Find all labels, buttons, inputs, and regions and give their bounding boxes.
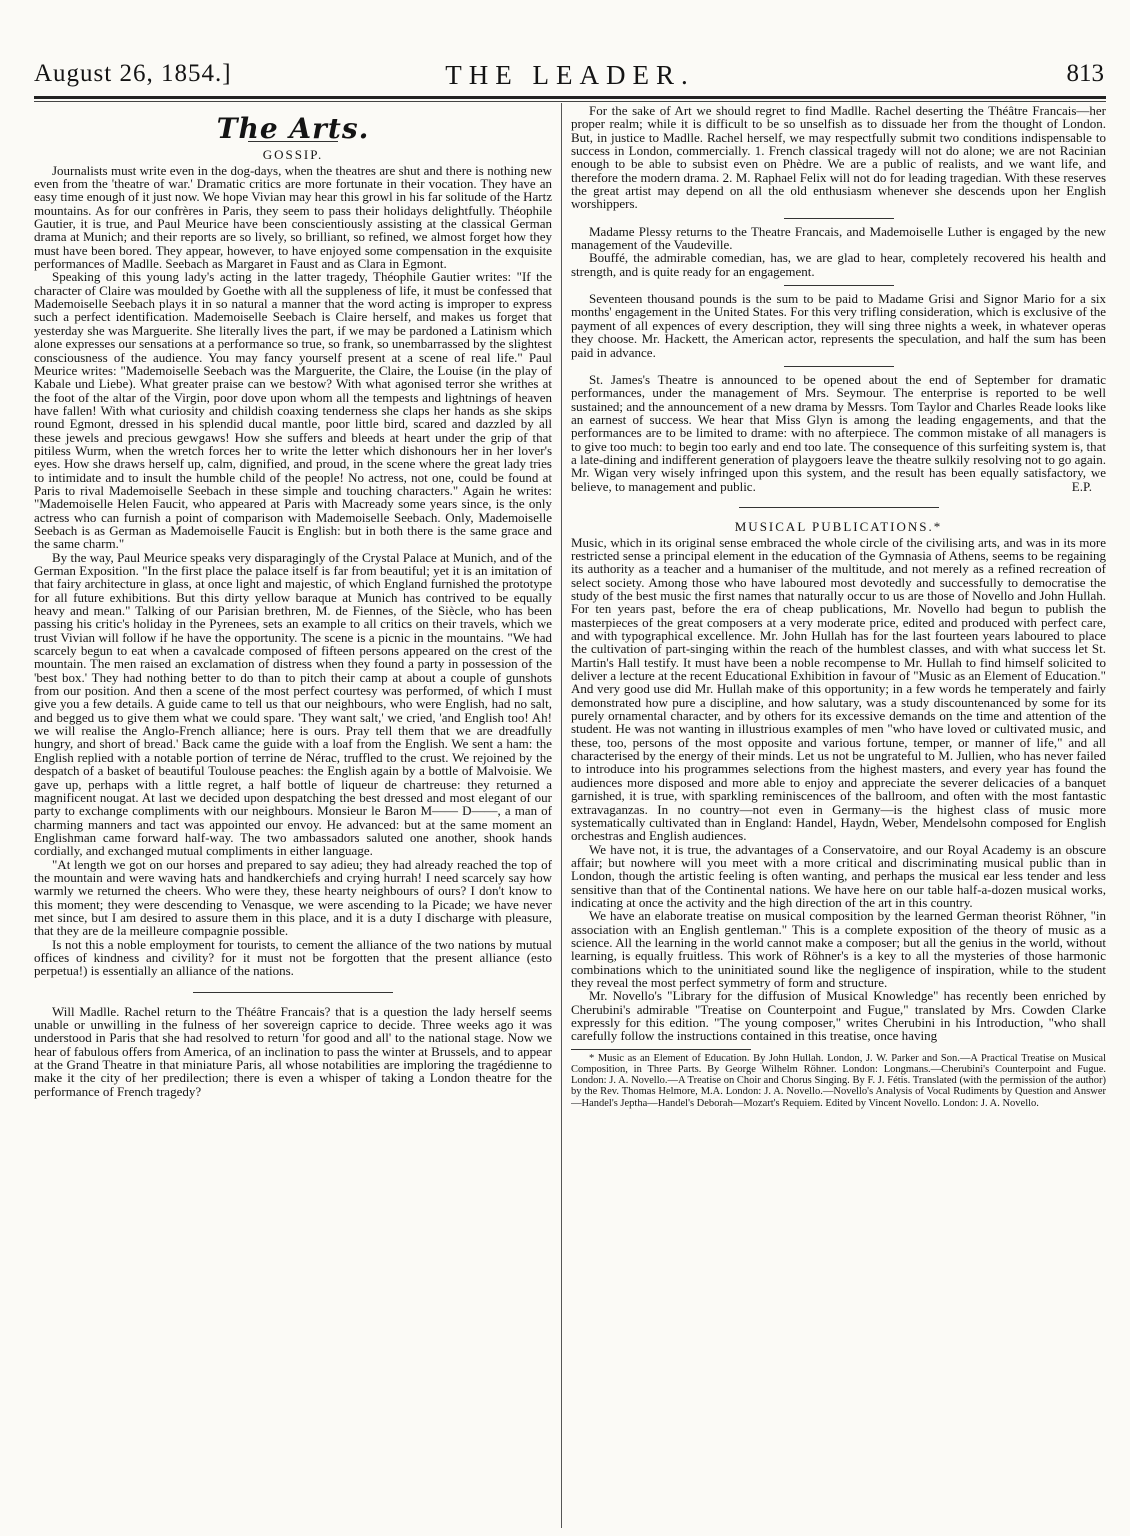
grisi-paragraph: Seventeen thousand pounds is the sum to be paid to Madame Grisi and Signor Mario for a six months' engagement in the United States. For this very trifling consideration, which is exclusive of the payment of all expences of every description, they will sing three nights a week, in whatever operas they choose. Mr. Hackett, the American actor, represents the speculation, and half the sum has been paid in advance. [571, 291, 1106, 360]
issue-date: August 26, 1854.] [34, 60, 232, 87]
footnote: * Music as an Element of Education. By John Hullah. London, J. W. Parker and Son.—A Practical Treatise on Musical Composition, in Three Parts. By George Wilhelm Röhner. London: Longmans.—Cherubini's Counterpoint and Fugue. London: J. A. Novello.—A Treatise on Choir and Chorus Singing. By F. J. Fétis. Translated (with the permission of the author) by the Rev. Thomas Helmore, M.A. London: J. A. Novello.—Novello's Analysis of Vocal Rudiments by Question and Answer—Handel's Jeptha—Handel's Deborah—Mozart's Requiem. Edited by Vincent Novello. London: J. A. Novello. [571, 1052, 1106, 1109]
section-separator [739, 507, 939, 508]
gossip-paragraph: Speaking of this young lady's acting in the latter tragedy, Théophile Gautier writes: "If the character of Claire was moulded by Goethe with all the suppleness of life, it must be confessed that Mademoiselle Seebach plays it in so natural a manner that the word acting is improper to express such a perfect identification. Mademoiselle Seebach is Claire herself, and makes us forget that yesterday she was Marguerite. She literally lives the part, if we may be pardoned a Latinism which alone expresses our sensations at a performance so true, so frank, so unembarrassed by the slightest consciousness of the audience. You may fancy yourself present at a scene of real life." Paul Meurice writes: "Mademoiselle Seebach was the Marguerite, the Claire, the Louise (in the play of Kabale und Liebe). What greater praise can we bestow? With what agonised terror she writhes at the foot of the altar of the Virgin, poor dove upon whom all the tempests and lightnings of heaven have fallen! With what curiosity and childish coaxing tenderness she claps her hands as she skips round Egmont, dressed in his splendid ducal mantle, poor little bird, scared and dazzled by all these jewels and precious gewgaws! How she suffers and bleeds at heart under the grip of that pitiless Wurm, when the wretch forces her to write the letter which dishonours her in her lover's eyes. How she draws herself up, calm, dignified, and proud, in the scene where the great lady tries to intimidate and to insult the humble child of the people! No actress, not one, could be found at Paris to rival Mademoiselle Seebach in these simple and touching characters." Again he writes: "Mademoiselle Helen Faucit, who appeared at Paris with Macready some years since, is the only actress who can furnish a point of comparison with Mademoiselle Seebach. Only, Mademoiselle Seebach is as German as Mademoiselle Faucit is English: but in both there is the same grace and the same charm." [34, 269, 552, 552]
gossip-heading: GOSSIP. [262, 147, 324, 163]
section-title: The Arts. [216, 112, 370, 145]
plessy-paragraph: Madame Plessy returns to the Theatre Francais, and Mademoiselle Luther is engaged by the new management of the Vaudeville. [571, 223, 1106, 253]
rachel-continued-paragraph: For the sake of Art we should regret to find Madlle. Rachel deserting the Théâtre Francais—her proper realm; while it is difficult to be so unselfish as to dissuade her from the thought of London. But, in justice to Madlle. Rachel herself, we may respectfully submit two conditions indispensable to success in London, commercially. 1. French classical tragedy will not do alone; we are not Racinian enough to be able to subsist even on Phèdre. We are a public of realists, and we want life, and therefore the modern drama. 2. M. Raphael Felix will not do for leading tragedian. With these reserves the great artist may depend on all the old enthusiasm whenever she descends upon her English worshippers. [571, 104, 1106, 212]
right-column [571, 104, 1106, 1530]
column-separator [561, 103, 562, 1528]
masthead-rule [34, 96, 1106, 99]
gossip-paragraph: Is not this a noble employment for tourists, to cement the alliance of the two nations by mutual offices of kindness and civility? for it must not be forgotten that the present alliance (esto perpetua!) is essentially an alliance of the nations. [34, 936, 552, 979]
musical-paragraph: We have not, it is true, the advantages of a Conservatoire, and our Royal Academy is an obscure affair; but nowhere will you meet with a more critical and discriminating musical public than in London, though the artistic feeling is often wanting, and perhaps the musical ear less tender and less sensitive than that of the Continental nations. We have here on our table half-a-dozen musical works, indicating at once the activity and the high direction of the art in this country. [571, 841, 1106, 910]
musical-publications-heading: MUSICAL PUBLICATIONS.* [734, 519, 943, 535]
musical-paragraph: Mr. Novello's "Library for the diffusion of Musical Knowledge" has recently been enriched by Cherubini's admirable "Treatise on Counterpoint and Fugue," translated by Mrs. Cowden Clarke expressly for this edition. "The young composer," writes Cherubini in his Introduction, "who shall carefully follow the instructions contained in this treatise, once having [571, 988, 1106, 1044]
newspaper-title: THE LEADER. [445, 60, 695, 90]
footnote-rule [571, 1049, 751, 1050]
rachel-question-paragraph: Will Madlle. Rachel return to the Théâtre Francais? that is a question the lady herself seems unable or unwilling in the fulness of her sovereign caprice to decide. Three weeks ago it was understood in Paris that she had resolved to return 'for good and all' to the national stage. Now we hear of fabulous offers from America, of an inclination to pass the winter at Brussels, and to appear at the Grand Theatre in that miniature Paris, all whose notabilities are imploring the tragédienne to make it the city of her predilection; there is even a whisper of taking a London theatre for the performance of French tragedy? [34, 1003, 552, 1099]
section-separator [193, 992, 393, 993]
section-separator [784, 218, 894, 219]
bouffe-paragraph: Bouffé, the admirable comedian, has, we are glad to hear, completely recovered his health and strength, and is quite ready for an engagement. [571, 250, 1106, 279]
musical-paragraph: We have an elaborate treatise on musical composition by the learned German theorist Röhner, "in association with an English gentleman." This is a complete exposition of the theory of music as a science. All the learning in the world cannot make a composer; but all the genius in the world, without learning, is equally fruitless. This work of Röhner's is a key to all the mysteries of those harmonic combinations which to the uninitiated sound like the negligence of inspiration, while to the student they reveal the most perfect symmetry of form and structure. [571, 908, 1106, 990]
gossip-paragraph: Journalists must write even in the dog-days, when the theatres are shut and there is nothing new even from the 'theatre of war.' Dramatic critics are more fortunate in their vocation. They have an easy time enough of it just now. We hope Vivian may hear this growl in his far solitude of the Hartz mountains. As for our confrères in Paris, they seem to pass their holidays delightfully. Théophile Gautier, it is true, and Paul Meurice have been conscientiously assisting at the classical German drama at Munich; and their reports are so lively, so brilliant, so refined, we almost forget how they must have been bored. They appear, however, to have enjoyed some compensation in the exquisite performances of Madlle. Seebach as Margaret in Faust and as Clara in Egmont. [34, 162, 552, 272]
st-james-paragraph: St. James's Theatre is announced to be opened about the end of September for dramatic performances, under the management of Mrs. Seymour. The enterprise is reported to be well sustained; and the announcement of a new drama by Messrs. Tom Taylor and Charles Reade looks like an earnest of success. We hear that Miss Glyn is among the leading engagements, and that the performances are to be limited to drame: with no afterpiece. The common mistake of all managers is to give too much: to begin too early and end too late. The consequence of this surfeiting system is, that a late-dining and indifferent generation of playgoers leave the theatre sulkily resolving not to go again. Mr. Wigan very wisely infringed upon this system, and the result has been equally satisfactory, we believe, to management and public. [571, 371, 1106, 494]
masthead-rule-thin [34, 101, 1106, 102]
author-signature: E.P. [1071, 478, 1092, 494]
left-column [34, 104, 552, 1530]
gossip-paragraph: "At length we got on our horses and prepared to say adieu; they had already reached the top of the mountain and were waving hats and handkerchiefs and crying hurrah! I need scarcely say how warmly we returned the cheers. Who were they, these hearty neighbours of ours? I don't know to this moment; they were descending to Venasque, we were ascending to la Picade; we have never met since, but I am desired to assure them in this place, and it is a duty I discharge with pleasure, that they are de la meilleure compagnie possible. [34, 856, 552, 939]
gossip-paragraph: By the way, Paul Meurice speaks very disparagingly of the Crystal Palace at Munich, and of the German Exposition. "In the first place the palace itself is far from beautiful; yet it is an imitation of that fairy architecture in glass, at once light and majestic, of which England furnished the prototype for all future exhibitions. But this dirty yellow baraque at Munich has contrived to be equally heavy and mean." Talking of our Parisian brethren, M. de Fiennes, of the Siècle, who has been passing his critic's holiday in the Pyrenees, sets an example to all critics on their travels, which we trust Vivian will follow if he have the opportunity. The scene is a picnic in the mountains. "We had scarcely begun to eat when a cavalcade composed of fifteen persons appeared on the crest of the mountain. The men raised an exclamation of distress when they found a party in possession of the 'best box.' They had nothing better to do than to pitch their camp at about a couple of gunshots from our position. And then a scene of the most perfect courtesy was performed, of which I must give you a few details. A guide came to tell us that our neighbours, who were English, had no salt, and begged us to give them what we could spare. 'They want salt,' we cried, 'and English too! Ah! we will realise the Anglo-French alliance; here is ours. Pray tell them that we are dreadfully hungry, and short of bread.' Back came the guide with a loaf from the English. We sent a ham: the English replied with a notable portion of terrine de Nérac, truffled to the crust. We rejoined by the despatch of a basket of beautiful Toulouse peaches: the English again by a bottle of Malvoisie. We gave up, perhaps with a little regret, a half bottle of liqueur de chartreuse: they returned a magnificent nougat. At last we decided upon despatching the best dressed and most elegant of our party to exchange compliments with our neighbours. Monsieur le Baron M—— D——, a man of charming manners and tact was appointed our envoy. He advanced: but at the same moment an Englishman came forward half-way. The two ambassadors saluted one another, shook hands cordially, and exchanged mutual compliments in either language. [34, 549, 552, 859]
section-separator [784, 285, 894, 286]
newspaper-page [34, 0, 1106, 1536]
musical-paragraph: Music, which in its original sense embraced the whole circle of the civilising arts, and was in its more restricted sense a principal element in the education of the Gymnasia of Athens, seems to be regaining its authority as a teacher and a humaniser of the multitude, and not merely as a refined recreation of select society. Among those who have laboured most devotedly and successfully to democratise the study of the best music the first names that naturally occur to us are those of Novello and John Hullah. For ten years past, before the era of cheap publications, Mr. Novello had begun to publish the masterpieces of the great composers at a very moderate price, edited and produced with perfect care, and with typographical excellence. Mr. John Hullah has for the last fourteen years laboured to place the cultivation of part-singing within the reach of the humblest classes, and with what success let St. Martin's Hall testify. It must have been a noble recompense to Mr. Hullah to find himself solicited to deliver a lecture at the recent Educational Exhibition in favour of "Music as an Element of Education." And very good use did Mr. Hullah make of this opportunity; in a few words he temperately and fairly demonstrated how pure a discipline, and how salutary, was a study discountenanced by some for its purely ornamental character, and by others for its excessive demands on the time and attention of the student. He was not wanting in illustrious examples of men "who have loved or cultivated music, and these, too, persons of the most opposite and various fortune, temper, or manner of life," and all characterised by the energy of their minds. Let us not be ungrateful to M. Jullien, who has never failed to introduce into his programmes selections from the highest masters, and every year has found the audiences more disposed and more able to enjoy and appreciate the severer delicacies of a banquet garnished, it is true, with sparkling reminiscences of the ballroom, and often with the most fantastic extravaganzas. In no country—not even in Germany—is the highest class of music more systematically cultivated than in England: Handel, Haydn, Weber, Mendelsohn composed for English orchestras and English audiences. [571, 534, 1106, 844]
masthead [34, 60, 1106, 96]
page-number: 813 [1066, 60, 1104, 87]
section-separator [784, 366, 894, 367]
